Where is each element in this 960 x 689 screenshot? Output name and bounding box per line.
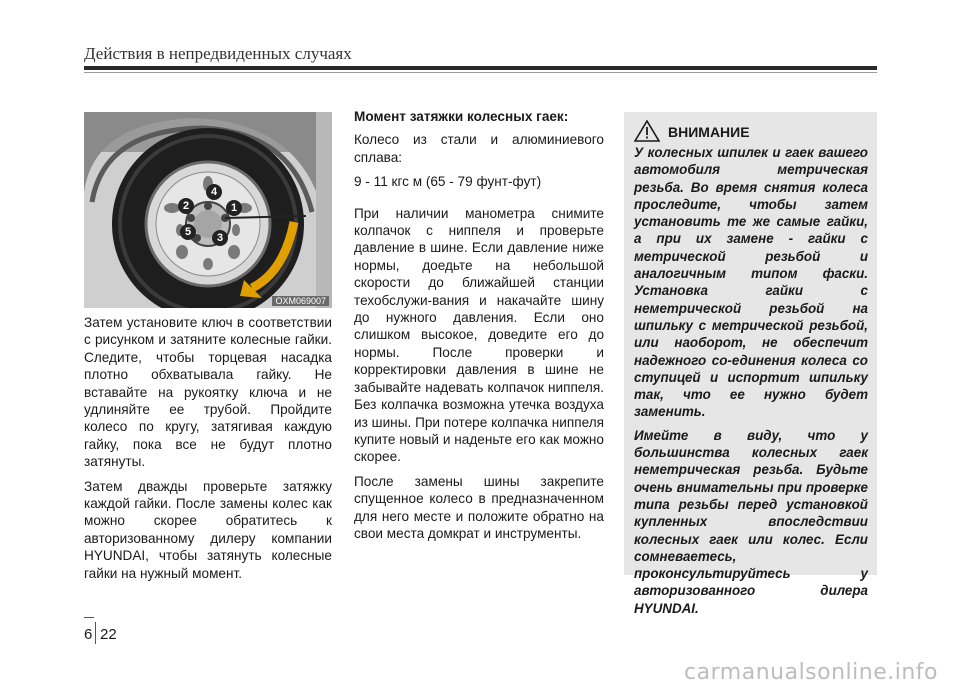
paragraph: После замены шины закрепите спущенное колесо в предназначенном для него месте и положите обратно на свои места домкрат и инструменты. xyxy=(354,473,604,541)
warning-paragraph: Имейте в виду, что у большинства колесных гаек неметрическая резьба. Будьте очень внимательны при проверке типа резьбы перед установкой купленных впоследствии колесных гаек или колес. Если сомневаетесь, проконсультируйтесь у авторизованного дилера HYUNDAI. xyxy=(634,427,868,616)
figure-label-2: 2 xyxy=(178,198,194,214)
page-number: 22 xyxy=(100,626,117,643)
paragraph: Затем установите ключ в соответствии с рисунком и затяните колесные гайки. Следите, чтобы торцевая насадка плотно обхватывала гайку. Не вставайте на рукоятку ключа и не удлиняйте ее трубой. Пройдите колесо по кругу, затягивая каждую гайку, пока все не будут плотно затянуты. xyxy=(84,315,332,470)
figure-label-5: 5 xyxy=(180,224,196,240)
wheel-svg xyxy=(84,112,332,308)
page-separator xyxy=(95,622,96,644)
wheel-illustration xyxy=(84,112,332,308)
warning-box xyxy=(624,112,877,616)
header-rule-thin xyxy=(84,72,877,73)
paragraph: Колесо из стали и алюминиевого сплава: xyxy=(354,132,604,165)
header-rule xyxy=(84,66,877,70)
figure-label-1: 1 xyxy=(226,200,242,216)
warning-triangle-icon xyxy=(634,120,660,142)
torque-heading: Момент затяжки колесных гаек: xyxy=(354,109,569,124)
torque-value: 9 - 11 кгс м (65 - 79 фунт-фут) xyxy=(354,174,542,190)
paragraph: При наличии манометра снимите колпачок с ниппеля и проверьте давление в шине. Если давление ниже нормы, доедьте на небольшой скорости до ближайшей станции техобслужи-вания и накачайте шину до нужного давления. Если оно слишком высокое, доведите его до нормы. После проверки и корректировки давления в шине не забывайте надевать колпачок ниппеля. Без колпачка возможна утечка воздуха из шины. При потере колпачка ниппеля купите новый и наденьте его как можно скорее. xyxy=(354,205,604,465)
warning-paragraph: У колесных шпилек и гаек вашего автомобиля метрическая резьба. Во время снятия колеса проследите, чтобы затем установить те же самые гайки, а при их замене - гайки с метрической резьбой и аналогичным типом фаски. Установка гайки с неметрической резьбой на шпильку с метрической резьбой, или наоборот, не обеспечит надежного со-единения колеса со ступицей и испортит шпильку так, что ее нужно будет заменить. xyxy=(634,145,868,420)
chapter-number: 6 xyxy=(84,626,93,643)
figure-label-4: 4 xyxy=(206,184,222,200)
footer-rule xyxy=(84,617,94,618)
watermark: carmanualsonline.info xyxy=(684,660,938,685)
section-title: Действия в непредвиденных случаях xyxy=(84,44,352,63)
left-column xyxy=(84,314,332,589)
figure-code: OXM069007 xyxy=(272,296,329,306)
middle-column xyxy=(354,108,604,549)
warning-text xyxy=(634,144,868,623)
warning-title: ВНИМАНИЕ xyxy=(668,124,750,140)
figure-label-3: 3 xyxy=(212,230,228,246)
paragraph: Затем дважды проверьте затяжку каждой гайки. После замены колес как можно скорее обратитесь к авторизованному дилеру компании HYUNDAI, чтобы затянуть колесные гайки на нужный момент. xyxy=(84,478,332,581)
